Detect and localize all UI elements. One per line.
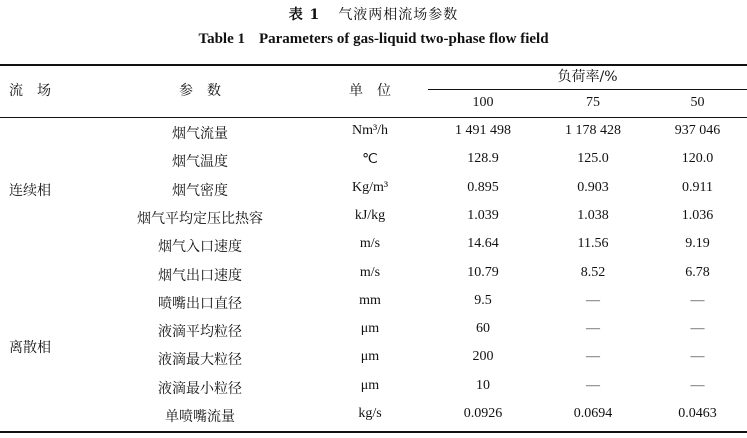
value-50-cell: 120.0 [681,151,714,166]
header-flow-field: 流 场 [9,83,51,99]
param-cell: 液滴最小粒径 [158,381,242,397]
table-caption-cn [0,4,747,24]
value-100-cell: 0.895 [467,180,499,195]
value-75-cell: 0.903 [577,180,609,195]
group-continuous-phase: 连续相 [9,183,51,199]
header-rule [0,117,747,118]
value-75-cell: 8.52 [580,265,606,280]
value-100-cell: 0.0926 [463,406,503,421]
value-100-cell: 14.64 [467,236,499,251]
value-50-cell: 1.036 [681,208,714,223]
unit-cell: m/s [359,236,381,251]
unit-cell: μm [360,378,380,393]
unit-cell: Nm³/h [351,123,389,138]
header-load-100: 100 [472,95,494,110]
value-100-cell: 200 [472,349,494,364]
param-cell: 烟气温度 [172,154,228,170]
param-cell: 喷嘴出口直径 [158,296,242,312]
header-load-rate: 负荷率/% [557,69,618,85]
value-100-cell: 60 [476,321,490,336]
unit-cell: ℃ [362,152,378,167]
value-100-cell: 1 491 498 [455,123,511,138]
unit-cell: μm [360,321,380,336]
value-50-cell: 6.78 [685,265,710,280]
param-cell: 单喷嘴流量 [165,409,235,425]
param-cell: 烟气入口速度 [158,239,242,255]
value-100-cell: 10 [476,378,490,393]
header-load-75: 75 [586,95,600,110]
header-unit: 单 位 [349,83,391,99]
value-100-cell: 9.5 [474,293,492,308]
table-number-en: Table 1 [198,31,245,47]
value-50-cell: 9.19 [685,236,710,251]
value-75-cell: — [586,378,600,393]
value-75-cell: — [586,349,600,364]
unit-cell: m/s [359,265,381,280]
param-cell: 烟气流量 [172,126,228,142]
unit-cell: kg/s [358,406,382,421]
value-75-cell: 125.0 [577,151,609,166]
unit-cell: Kg/m³ [351,180,389,195]
value-75-cell: — [586,293,600,308]
value-50-cell: 937 046 [674,123,721,138]
bottom-rule [0,431,747,433]
value-100-cell: 10.79 [467,265,499,280]
value-50-cell: — [690,293,705,308]
value-75-cell: 1.038 [577,208,609,223]
param-cell: 液滴最大粒径 [158,352,242,368]
header-load-50: 50 [690,95,705,110]
header-parameter: 参 数 [179,83,221,99]
table-number-cn: 表 1 [288,7,321,23]
value-50-cell: — [690,321,705,336]
value-50-cell: 0.0463 [678,406,717,421]
table-title-en: Parameters of gas-liquid two-phase flow field [258,31,549,47]
value-100-cell: 1.039 [467,208,499,223]
param-cell: 烟气密度 [172,183,228,199]
param-cell: 烟气出口速度 [158,268,242,284]
load-rate-subrule [428,89,747,90]
value-100-cell: 128.9 [467,151,499,166]
table-caption-en [0,31,747,48]
group-discrete-phase: 离散相 [9,340,51,356]
value-50-cell: — [690,378,705,393]
value-50-cell: — [690,349,705,364]
unit-cell: μm [360,349,380,364]
table-title-cn: 气液两相流场参数 [338,7,459,23]
value-75-cell: 1 178 428 [565,123,621,138]
unit-cell: mm [359,293,381,308]
unit-cell: kJ/kg [354,208,386,223]
value-75-cell: — [586,321,600,336]
value-75-cell: 0.0694 [573,406,613,421]
value-75-cell: 11.56 [577,236,609,251]
value-50-cell: 0.911 [682,180,713,195]
param-cell: 烟气平均定压比热容 [137,211,263,227]
param-cell: 液滴平均粒径 [158,324,242,340]
